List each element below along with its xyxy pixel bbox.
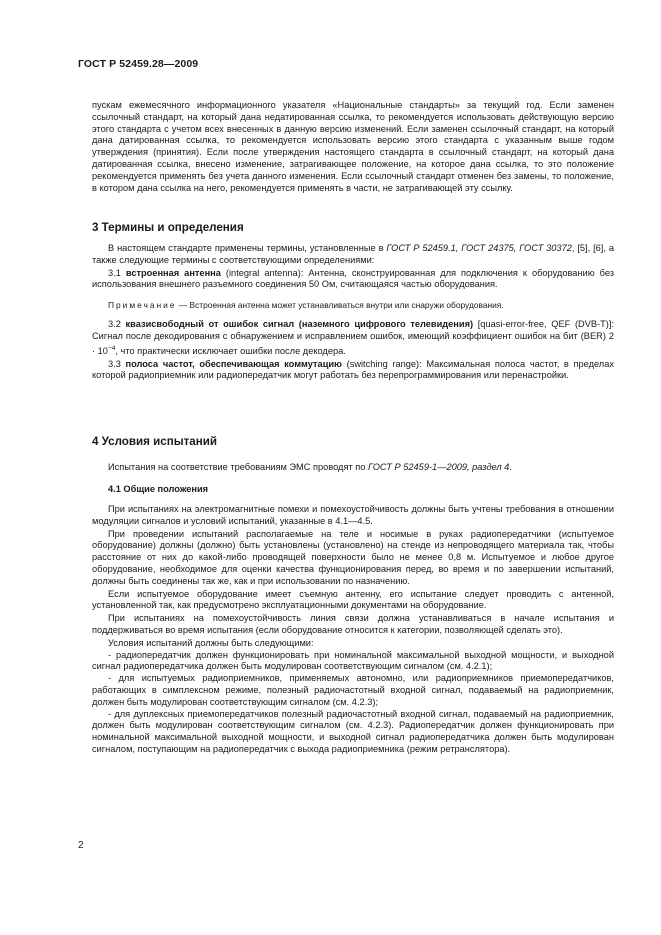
term-3-3-name: полоса частот, обеспечивающая коммутацию xyxy=(125,358,342,369)
paragraph: При испытаниях на электромагнитные помехи и помехоустойчивость должны быть учтены требования в отношении модуляции сигналов и условий испытаний, указанные в 4.1—4.5. xyxy=(92,504,614,526)
paragraph: При испытаниях на помехоустойчивость линия связи должна устанавливаться в начале испытания и поддерживаться во время испытания (если оборудование относится к категории, позволяющей сделать это). xyxy=(92,613,614,635)
term-3-3: 3.3 полоса частот, обеспечивающая коммутацию (switching range): Максимальная полоса частот, в пределах которой радиоприемник или радиопередатчик могут работать без перепрограммирования или перенастройки. xyxy=(92,358,614,381)
standard-ref: ГОСТ Р 52459-1—2009, раздел 4 xyxy=(368,462,510,472)
page-number: 2 xyxy=(78,840,84,851)
note: Примечание — Встроенная антенна может устанавливаться внутри или снаружи оборудования. xyxy=(108,300,504,311)
paragraph: При проведении испытаний располагаемые на теле и носимые в руках радиопередатчики (испытуемое оборудование) должны (должно) быть установлены (установлено) на стенде из непроводящего материала так, чтобы расстояние от них до какой-либо проводящей поверхности было не менее 0,8 м. Испытуемое и любое другое оборудование, необходимое для оценки качества функционирования перед, во время и по завершении испытаний, должны быть соединены так же, как и при использовании по назначению. xyxy=(92,528,614,586)
note-label: Примечание xyxy=(108,300,177,311)
document-header: ГОСТ Р 52459.28—2009 xyxy=(78,58,199,70)
subsection-4-1-title: 4.1 Общие положения xyxy=(108,484,209,494)
term-3-1: 3.1 встроенная антенна (integral antenna): Антенна, сконструированная для подключения к оборудованию без использования внешнего разъемного соединения 50 Ом, считающаяся частью оборудования. xyxy=(92,267,615,290)
term-3-2: 3.2 квазисвободный от ошибок сигнал (наземного цифрового телевидения) [quasi-error-free, QEF (DVB-T)]: Сигнал после декодирования с обнаружением и исправлением ошибок, имеющий коэффициент ошибок на бит (BER) $2 \cdot 10^{-4}$, что практически исключает ошибки после декодера. xyxy=(92,319,614,356)
section-3-title: 3 Термины и определения xyxy=(92,221,244,234)
standard-refs: ГОСТ Р 52459.1, ГОСТ 24375, ГОСТ 30372 xyxy=(386,243,572,253)
intro-paragraph: пускам ежемесячного информационного указателя «Национальные стандарты» за текущий год. Если заменен ссылочный стандарт, на который дана недатированная ссылка, то рекомендуется использовать действующую версию этого стандарта с учетом всех внесенных в данную версию изменений. Если заменен ссылочный стандарт, на который дана датированная ссылка, то рекомендуется использовать версию этого стандарта с указанным выше годом утверждения (принятия). Если после утверждения настоящего стандарта в ссылочный стандарт, на который дана датированная ссылка, внесено изменение, затрагивающее положение, на которое дана ссылка, то это положение рекомендуется применять без учета данного изменения. Если ссылочный стандарт отменен без замены, то положение, в котором дана ссылка на него, рекомендуется применять в части, не затрагивающей эту ссылку. xyxy=(92,100,614,193)
section-4-intro: Испытания на соответствие требованиям ЭМС проводят по ГОСТ Р 52459-1—2009, раздел 4. xyxy=(108,462,512,472)
paragraph: Если испытуемое оборудование имеет съемную антенну, его испытание следует проводить с антенной, установленной так, как предусмотрено эксплуатационными документами на оборудование. xyxy=(92,588,614,611)
list-item: - для дуплексных приемопередатчиков полезный радиочастотный входной сигнал, подаваемый на радиоприемник, должен быть модулирован соответствующим сигналом (см. 4.2.3). Радиопередатчик должен функционировать при номинальной максимальной выходной мощности, и выходной сигнал радиопередатчика должен быть модулирован сигналом, поступающим на радиопередатчик с выхода радиоприемника (режим ретрансляторa). xyxy=(92,708,614,754)
paragraph: Условия испытаний должны быть следующими: xyxy=(108,637,314,648)
term-3-1-name: встроенная антенна xyxy=(125,267,221,278)
section-4-title: 4 Условия испытаний xyxy=(92,435,217,448)
section-3-body xyxy=(92,243,614,382)
term-3-2-name: квазисвободный от ошибок сигнал (наземного цифрового телевидения) xyxy=(125,319,474,330)
section-3-intro: В настоящем стандарте применены термины, установленные в ГОСТ Р 52459.1, ГОСТ 24375, ГОСТ 30372, [5], [6], а также следующие термины с соответствующими определениями: xyxy=(92,243,614,265)
section-4-1-body xyxy=(92,504,614,756)
list-item: - для испытуемых радиоприемников, применяемых автономно, или радиоприемников приемопередатчиков, работающих в симплексном режиме, полезный радиочастотный входной сигнал, подаваемый на радиоприемник, должен быть модулирован соответствующим сигналом (см. 4.2.3); xyxy=(92,673,614,707)
list-item: - радиопередатчик должен функционировать при номинальной максимальной выходной мощности, и выходной сигнал радиопередатчика должен быть модулирован соответствующим сигналом (см. 4.2.1); xyxy=(92,649,614,672)
